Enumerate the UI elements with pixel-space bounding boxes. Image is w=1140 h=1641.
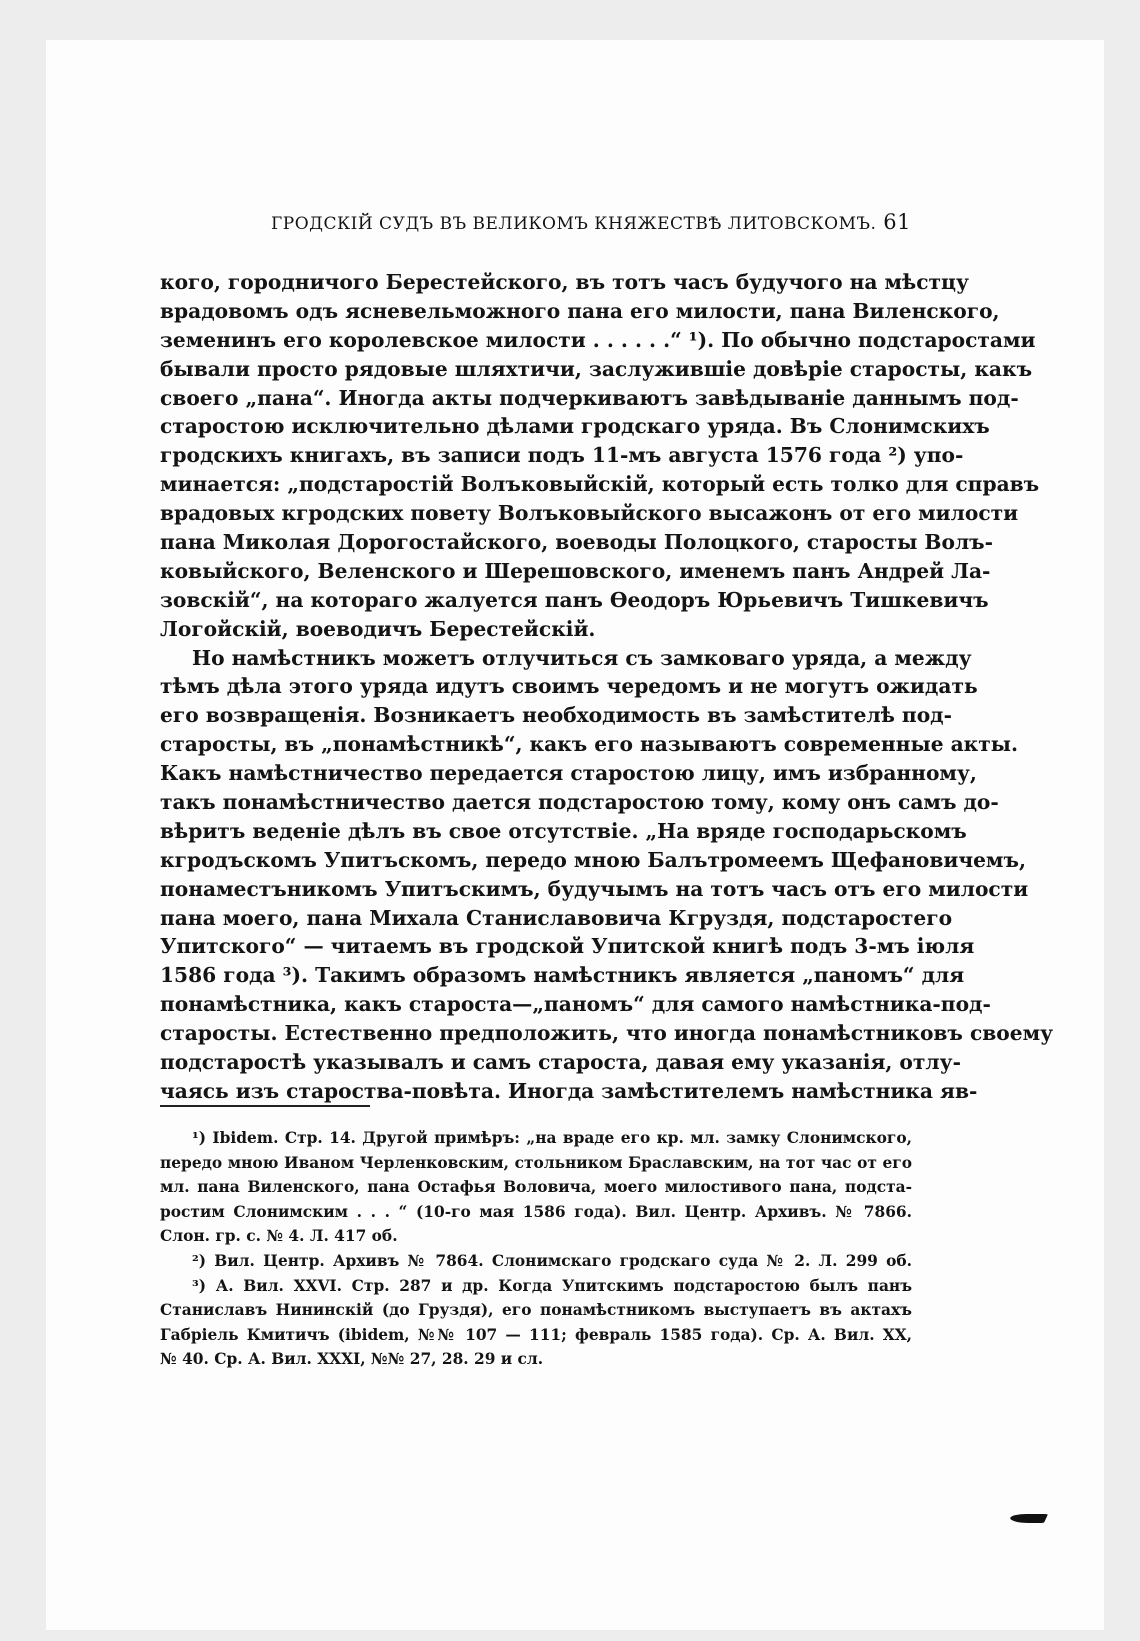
text-line: врадовомъ одъ ясневельможного пана его милости, пана Виленского, (160, 298, 1000, 323)
text-line: подстаростѣ указывалъ и самъ староста, давая ему указанія, отлу- (160, 1050, 961, 1075)
text-line: кгродъскомъ Упитъскомъ, передо мною Балътромеемъ Щефановичемъ, (160, 847, 1026, 872)
text-line: бывали просто рядовые шляхтичи, заслужившіе довѣріе старосты, какъ (160, 356, 1033, 381)
running-header (271, 210, 911, 244)
text-line: старосты, въ „понамѣстникѣ“, какъ его называютъ современные акты. (160, 732, 1019, 757)
text-line: пана Миколая Дорогостайского, воеводы Полоцкого, старосты Волъ- (160, 530, 994, 555)
text-line: своего „пана“. Иногда акты подчеркиваютъ завѣдываніе даннымъ под- (160, 385, 1019, 410)
footnote-line: ³) А. Вил. XXVI. Стр. 287 и др. Когда Упитскимъ подстаростою былъ панъ (192, 1276, 912, 1295)
text-line: понаместъникомъ Упитъскимъ, будучымъ на тотъ часъ отъ его милости (160, 876, 1029, 901)
footnote-line: ростим Слонимским . . . “ (10-го мая 1586 года). Вил. Центр. Архивъ. № 7866. (160, 1202, 912, 1221)
footnote-line: ²) Вил. Центр. Архивъ № 7864. Слонимскаго гродскаго суда № 2. Л. 299 об. (192, 1251, 912, 1270)
text-line: 1586 года ³). Такимъ образомъ намѣстникъ является „паномъ“ для (160, 963, 965, 988)
footnote-line: передо мною Иваном Черленковским, стольником Браславским, на тот час от его (160, 1153, 912, 1172)
text-line: такъ понамѣстничество дается подстаростою тому, кому онъ самъ до- (160, 790, 999, 815)
text-line: зовскій“, на которагo жалуется панъ Ѳеодоръ Юрьевичъ Тишкевичъ (160, 587, 989, 612)
page-number: 61 (883, 210, 911, 234)
text-line: вѣритъ веденіе дѣлъ въ свое отсутствіе. „На вряде господарьскомъ (160, 818, 967, 843)
footnote-divider (160, 1105, 370, 1107)
text-line: понамѣстника, какъ староста—„паномъ“ для самого намѣстника-под- (160, 992, 991, 1017)
footnote-line: № 40. Ср. А. Вил. XXXI, №№ 27, 28. 29 и сл. (160, 1350, 544, 1369)
text-line: старостою исключительно дѣлами гродскаго уряда. Въ Слонимскихъ (160, 414, 990, 439)
text-line: Логойскій, воеводичъ Берестейскій. (160, 616, 596, 641)
footnote-line: Станиславъ Нининскій (до Груздя), его понамѣстникомъ выступаетъ въ актахъ (160, 1301, 912, 1320)
text-line: врадовых кгродских повету Волъковыйского высажонъ от его милости (160, 501, 1019, 526)
text-line: гродскихъ книгахъ, въ записи подъ 11-мъ августа 1576 года ²) упо- (160, 443, 964, 468)
text-line: минается: „подстаростій Волъковыйскій, который есть толко для справъ (160, 472, 1040, 497)
text-line: Упитского“ — читаемъ въ гродской Упитской книгѣ подъ 3-мъ іюля (160, 934, 975, 959)
footnote-line: Габріель Кмитичъ (ibidem, №№ 107 — 111; февраль 1585 года). Ср. А. Вил. XX, (160, 1325, 912, 1344)
text-line: старосты. Естественно предположить, что иногда понамѣстниковъ своему (160, 1021, 1054, 1046)
footnote-line: Слон. гр. с. № 4. Л. 417 об. (160, 1227, 398, 1246)
text-line: пана моего, пана Михала Станиславовича Кгруздя, подстаростего (160, 905, 953, 930)
text-line: кого, городничого Берестейского, въ тотъ часъ будучого на мѣстцу (160, 270, 969, 294)
footnote-line: мл. пана Виленского, пана Остафья Воловича, моего милостивого пана, подста- (160, 1178, 912, 1197)
text-line: тѣмъ дѣла этого уряда идутъ своимъ чередомъ и не могутъ ожидать (160, 674, 978, 699)
text-line: Но намѣстникъ можетъ отлучиться съ замковаго уряда, а между (192, 645, 972, 670)
text-line: чаясь изъ староства-повѣта. Иногда замѣстителемъ намѣстника яв- (160, 1078, 978, 1103)
main-text (160, 268, 1054, 1106)
header-title: ГРОДСКІЙ СУДЪ ВЪ ВЕЛИКОМЪ КНЯЖЕСТВѢ ЛИТОВСКОМЪ. (271, 214, 877, 234)
text-line: земенинъ его королевское милости . . . . . .“ ¹). По обычно подстаростами (160, 327, 1036, 352)
text-line: Какъ намѣстничество передается старостою лицу, имъ избранному, (160, 761, 977, 786)
text-line: его возвращенія. Возникаетъ необходимость въ замѣстителѣ под- (160, 703, 952, 728)
text-line: ковыйского, Веленского и Шерешовского, именемъ панъ Андрей Ла- (160, 558, 991, 583)
footnotes (160, 1126, 912, 1372)
footnote-line: ¹) Ibidem. Стр. 14. Другой примѣръ: „на враде его кр. мл. замку Слонимского, (192, 1129, 912, 1147)
